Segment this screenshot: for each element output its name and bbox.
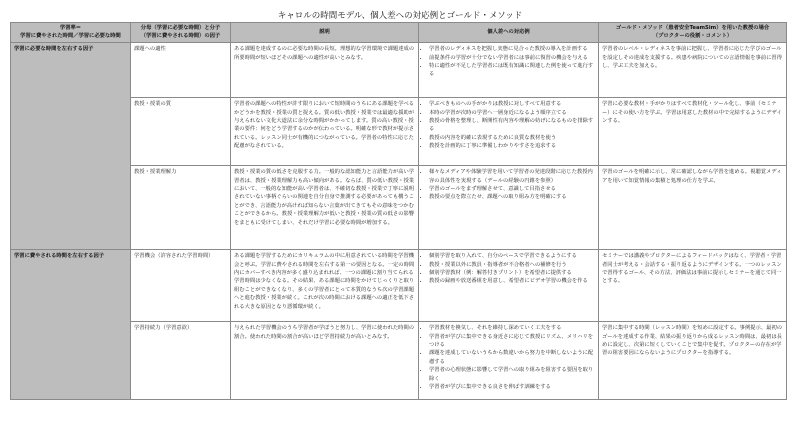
factor-cell: 教授・授業の質	[131, 98, 231, 166]
category-spent-time: 学習に費やされる時間を左右する因子	[11, 250, 131, 400]
factor-cell: 課題への適性	[131, 43, 231, 98]
table-row	[11, 250, 787, 322]
list-item: • 学習者が学びに集中できる良さを伸ばす訓練をする	[429, 383, 595, 391]
responses-cell	[419, 322, 599, 400]
table-header-row	[11, 23, 787, 43]
table-row	[11, 43, 787, 98]
list-item: • 教授の内容を的確に表現するために良質な教材を使う	[429, 134, 595, 142]
responses-cell	[419, 98, 599, 166]
list-item: • 課題を達成していないうちから数違いから努力を中断しないように配慮する	[429, 349, 595, 366]
header-factors: 分母（学習に必要な時間）と分子 （学習に費やされる時間）の因子	[131, 23, 231, 43]
list-item: • 教授の録画や放送番組を用意し、希望者にビデオ学習の機会を作る	[429, 277, 595, 285]
factor-cell: 教授・授業理解力	[131, 166, 231, 250]
gold-method-cell: 学習に必要な教材・手がかりはすべて教材化・ツール化し、事前（セミナー）にその使い方を学ぶ。学習は用意した教材の中で完結するようにデザインする。	[599, 98, 787, 166]
list-item: • 学習のゴールをまず理解させて、意識して目指させる	[429, 185, 595, 193]
list-item: • 前提条件の学習が十分でない学習者には事前に復習の機会を与える	[429, 54, 595, 62]
list-item: • 学習者が学びに集中できる身近さに応じて教授にリズム、メリハリをつける	[429, 333, 595, 350]
list-item: • 学習者のレディネスを把握し実態に見合った教授の導入を計画する	[429, 45, 595, 53]
responses-list	[422, 45, 595, 79]
factor-cell: 学習機会（許容された学習時間）	[131, 250, 231, 322]
factor-cell: 学習持続力（学習意欲）	[131, 322, 231, 400]
description-cell: ある課題を学習するためにカリキュラムの中に用意されている時間を学習機会と呼ぶ。学習に費やされる時間を左右する第一の要因となる。一定の時間内にカバーすべき内容が多く盛り込まれれば、一つの課題に割り当てられる学習時間は少なくなる。その結果、ある課題に時間をかけてじっくりと取り組むことができなくなり、多くの学習者にとって本質的なうち次の学習課題へと進む教授・授業が続く。これが次の時間における課題への適正を低下される大きな原因となり悪循環が続く。	[231, 250, 419, 322]
description-cell: 教授・授業の質の低さを克服する力。一般的な認知能力と言語能力が高い学習者は、教授・授業理解力も高い傾向がある。ならば、質の低い教授・授業において、一般的な知能が高い学習者は、不確切な教授・授業で丁寧に説明されていない事柄ぐらいの関連を自分自身で推測する必要があっても構うことができ、言語能力が高ければ知らない言葉が出てきてもその意味をつかむことができるから。教授・授業理解力が低いと教授・授業の質の低さの影響をまともに受けてしまい、それだけ学習に必要な時間が増加する。	[231, 166, 419, 250]
description-cell: 与えられた学習機会のうち学習者が学ぼうと努力し、学習に使われた時間の割合。使われた時間の割合が高いほど学習持続力が高いとみなす。	[231, 322, 419, 400]
header-description: 説明	[231, 23, 419, 43]
header-responses: 個人差への対応例	[419, 23, 599, 43]
list-item: • 教授・授業以外に教員・指導者が不合格者への補修を行う	[429, 261, 595, 269]
list-item: • 学ぶべきものへの手がかりは教授に対しすべて用意する	[429, 100, 595, 108]
description-cell: 学習者の課題への特性が許す限りにおいて短時間のうちにある課題を学べるかどうかを教授・授業の質と捉える。質の低い教授・授業では最適な援助が与えられない文化大道法に余分な時間がかかってします。質の高い教授・授業の要件：何をどう学習するのかが伝わっている。明確な形で教材が提示されている。レッスン同士が有機的につながっている。学習者の特性に応じた配慮がなされている。	[231, 98, 419, 166]
list-item: • 教授の要点を際立たせ、課題への取り組み方を明確にする	[429, 193, 595, 201]
list-item: • 個別学習を取り入れて、自分のペースで学習できるようにする	[429, 252, 595, 260]
list-item: • 本時の学習が次時の学習へ一層身近になるよう順序立てる	[429, 109, 595, 117]
responses-cell	[419, 166, 599, 250]
list-item: • 教授を計画的に丁寧に準備しわかりやすさを追求する	[429, 142, 595, 150]
gold-method-cell: 学習のゴールを明確に示し、常に確認しながら学習を進める。視聴覚メディアを用いて知覚情報の集積と処理の仕方を学ぶ。	[599, 166, 787, 250]
list-item: • 様々なメディアや体験学習を用いて学習者の発達段階に応じた教授内容の具体性を実現する（デールの経験の円錐を参照）	[429, 168, 595, 185]
list-item: • 特に適性が不足した学習者には既有知識に関連した例を使って進行する	[429, 62, 595, 79]
category-required-time: 学習に必要な時間を左右する因子	[11, 43, 131, 250]
responses-cell	[419, 250, 599, 322]
carroll-model-table	[10, 22, 787, 400]
list-item: • 学習教材を換気し、それを維持し深めていく工夫をする	[429, 324, 595, 332]
responses-list	[422, 252, 595, 286]
gold-method-cell: 学習に集中する時間（レッスン時間）を短めに設定する。事例提示、最初のゴールを達成する作業、結果の振り返りから成るレッスン時間は、最初は長めに設定し、次第に短くしていくことで集中を促す。プロクターの存在が学習の阻害要因にならないようにプロクターを指導する。	[599, 322, 787, 400]
page-title: キャロルの時間モデル、個人差への対応例とゴールド・メソッド	[277, 11, 523, 21]
responses-list	[422, 324, 595, 391]
list-item: • 教授の骨格を整理し、断開性有内容や理解の妨げになるものを排除する	[429, 117, 595, 134]
header-learning-rate: 学習率＝ 学習に費やされた時間／学習に必要な時間	[11, 23, 131, 43]
list-item: • 個別学習教材（例：解答付きプリント）を希望者に提供する	[429, 269, 595, 277]
responses-list	[422, 100, 595, 150]
gold-method-cell: 学習者のレベル・レディネスを事前に把握し、学習者に応じた学びのゴールを設定しその達成を支援する。疾患や病院についての言語情報を事前に習得し、学ぶ工夫を加える。	[599, 43, 787, 98]
list-item: • 学習者の心理状態に影響して学習への取り組みを阻害する要因を取り除く	[429, 366, 595, 383]
responses-list	[422, 168, 595, 202]
responses-cell	[419, 43, 599, 98]
gold-method-cell: セミナーでは講義やプロクターによるフィードバックはなく、学習者・学習者同士が考える・会話する・振り返るようにデザインする。一つのレッスンで習得するゴール、その方法、評価法は事前に提示しセミナーを通じて同一とする。	[599, 250, 787, 322]
header-gold-method: ゴールド・メソッド（患者安全TeamSim）を用いた教授の場合 （プロクターの役割・コメント）	[599, 23, 787, 43]
description-cell: ある課題を達成するのに必要な時間の長短。理想的な学習環境で課題達成の所要時間が短いほどその課題への適性が高いとみなす。	[231, 43, 419, 98]
